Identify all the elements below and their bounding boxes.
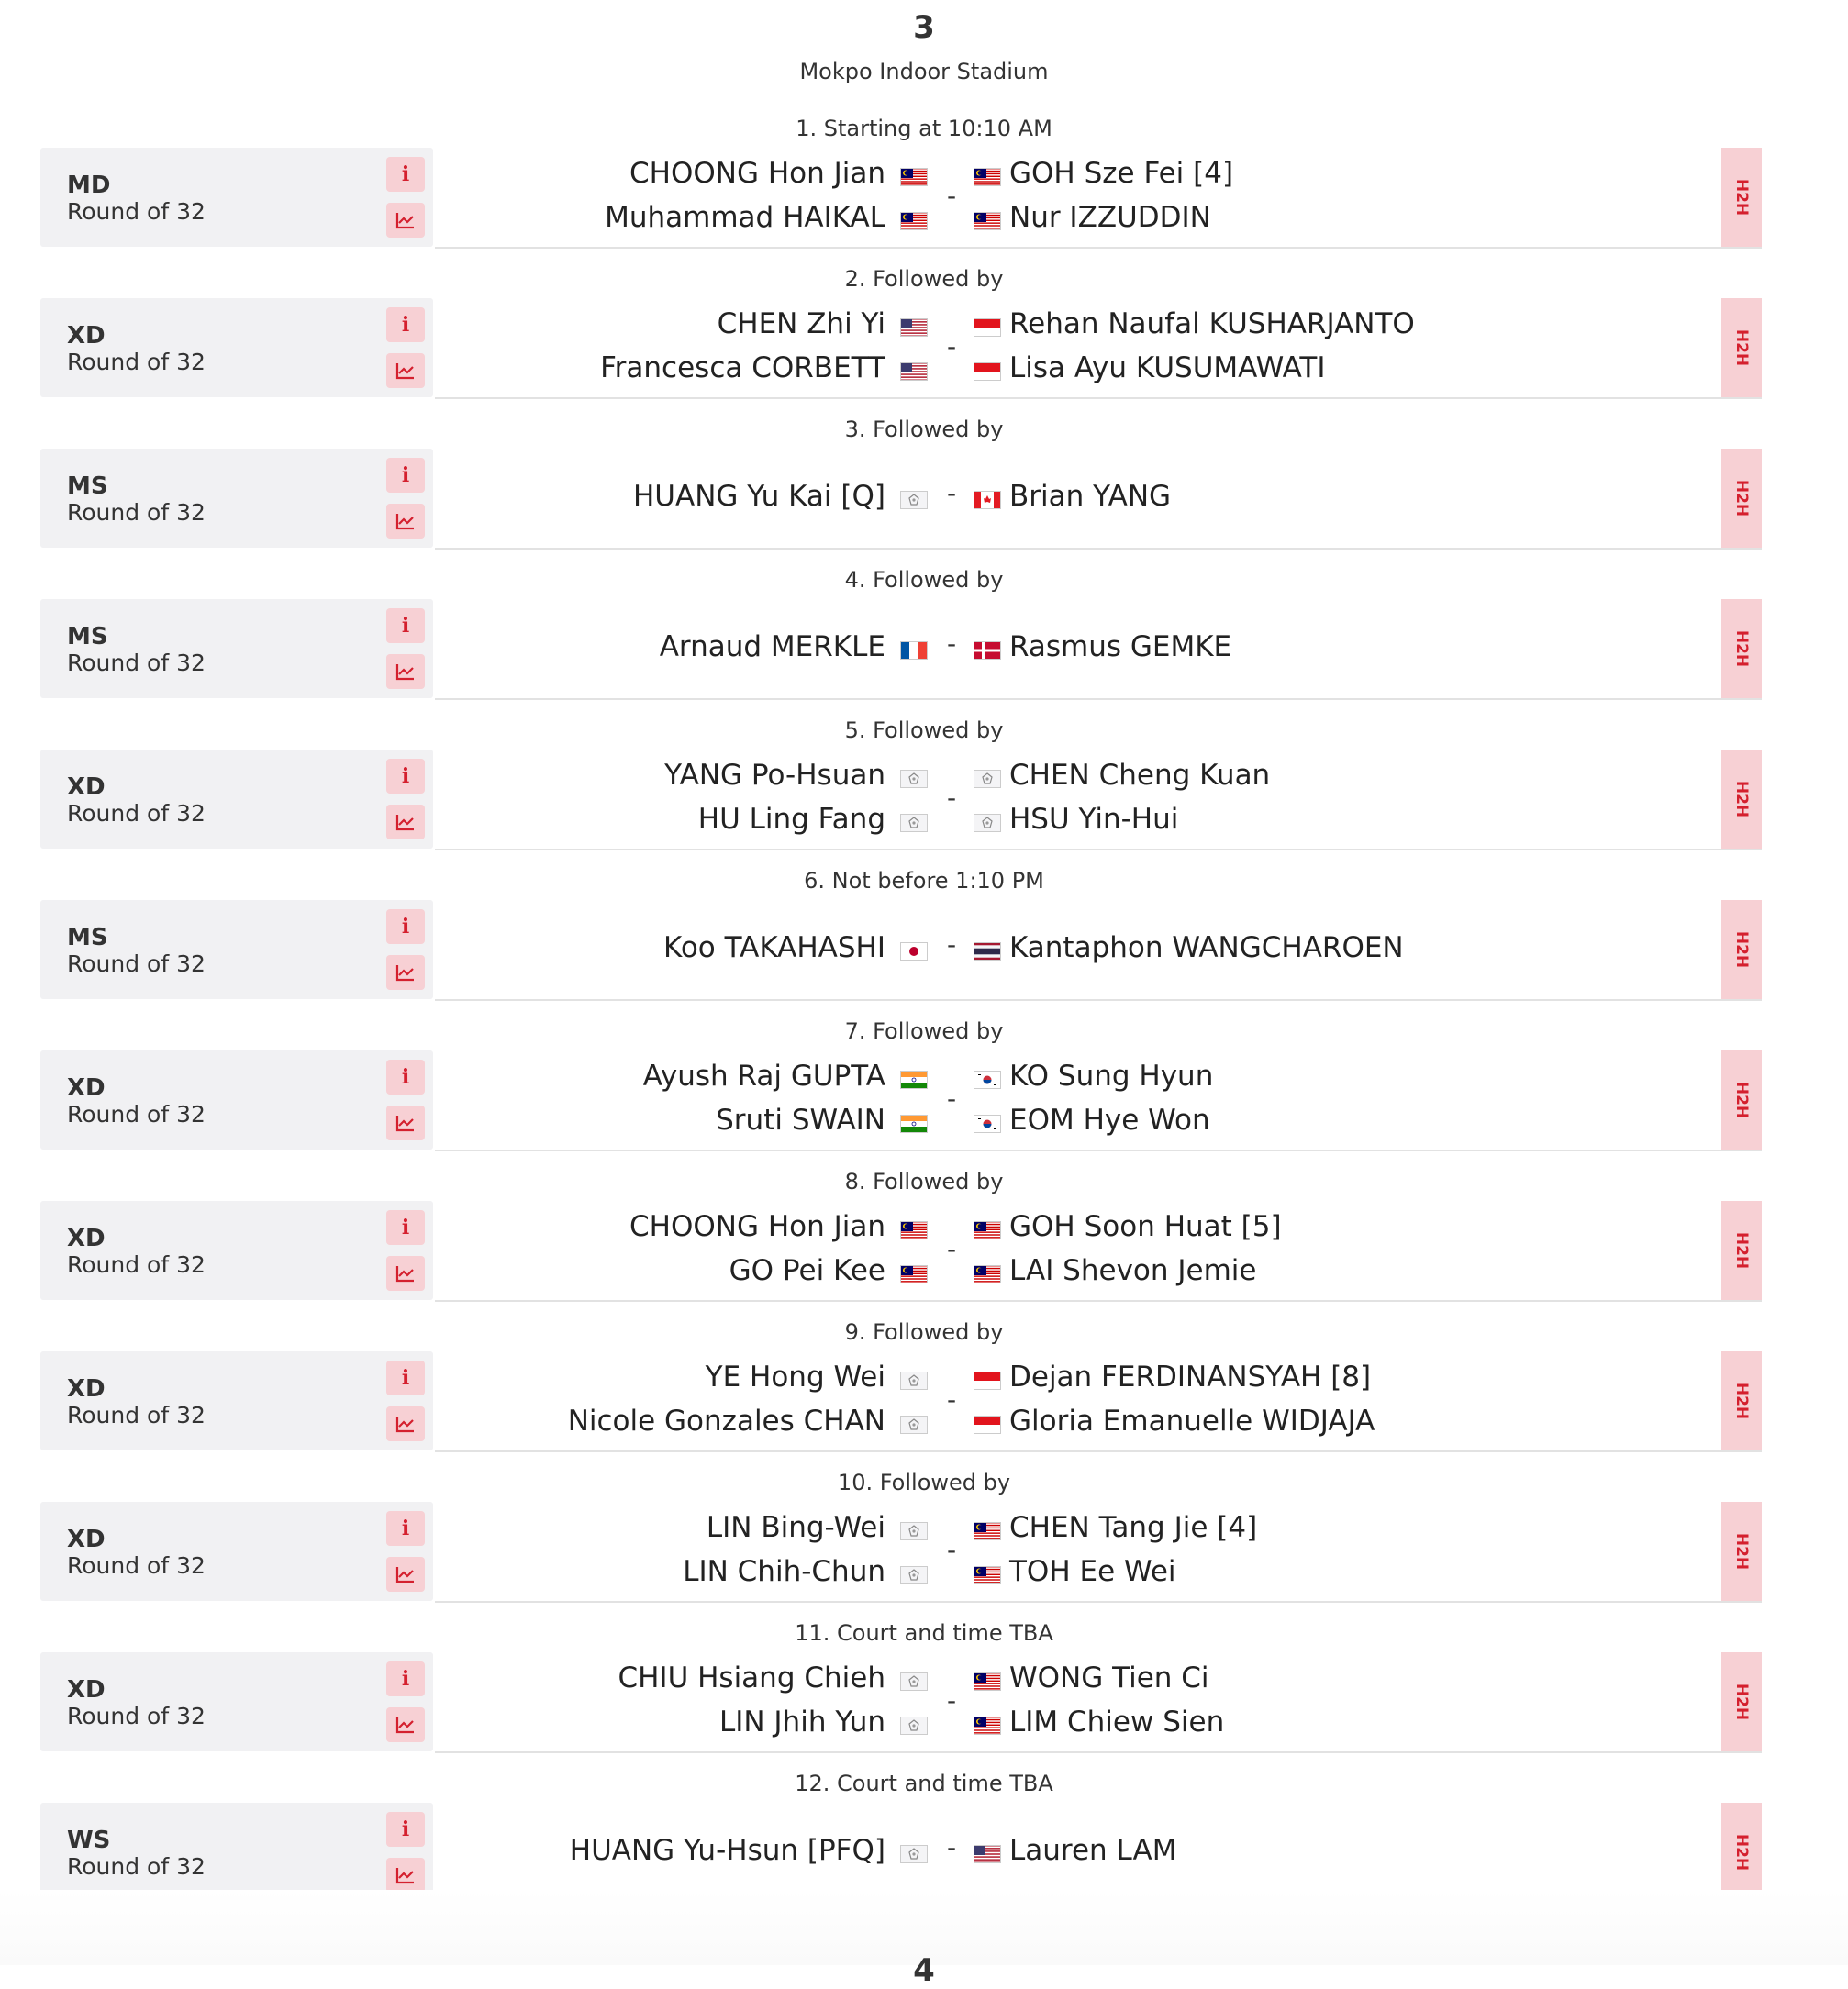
country-flag-icon <box>900 942 928 961</box>
player-name-right[interactable]: EOM Hye Won <box>1009 1104 1210 1137</box>
info-icon: i <box>401 1517 410 1540</box>
versus-separator: - <box>947 181 957 211</box>
country-flag-icon <box>974 1416 1001 1434</box>
country-flag-icon <box>900 362 928 381</box>
player-name-left[interactable]: Muhammad HAIKAL <box>605 201 885 234</box>
country-flag-icon <box>900 1115 928 1133</box>
match-info-panel <box>40 1502 433 1601</box>
match-players <box>435 148 1762 249</box>
h2h-button[interactable] <box>1721 1803 1762 1902</box>
match-info-panel <box>40 298 433 397</box>
round-label: Round of 32 <box>67 1402 206 1428</box>
h2h-button[interactable] <box>1721 750 1762 849</box>
player-name-right[interactable]: WONG Tien Ci <box>1009 1661 1209 1695</box>
stats-button[interactable] <box>386 353 425 388</box>
versus-separator: - <box>947 1832 957 1862</box>
player-name-left[interactable]: CHOONG Hon Jian <box>629 1210 885 1243</box>
round-label: Round of 32 <box>67 1703 206 1729</box>
round-label: Round of 32 <box>67 198 206 225</box>
match-players <box>435 1502 1762 1603</box>
country-flag-icon <box>900 318 928 337</box>
country-flag-icon <box>974 814 1001 832</box>
chart-icon <box>395 813 416 831</box>
h2h-label: H2H <box>1731 930 1751 969</box>
h2h-label: H2H <box>1731 629 1751 668</box>
match-players <box>435 750 1762 850</box>
chart-icon <box>395 361 416 380</box>
versus-separator: - <box>947 1384 957 1415</box>
player-name-left[interactable]: Nicole Gonzales CHAN <box>567 1405 885 1438</box>
match-info-panel <box>40 1351 433 1450</box>
chart-icon <box>395 1866 416 1884</box>
round-label: Round of 32 <box>67 1552 206 1579</box>
versus-separator: - <box>947 1083 957 1114</box>
country-flag-icon <box>974 1717 1001 1735</box>
match-slot-title: 10. Followed by <box>837 1470 1011 1495</box>
h2h-button[interactable] <box>1721 449 1762 548</box>
player-name-right[interactable]: HSU Yin-Hui <box>1009 803 1179 836</box>
stats-button[interactable] <box>386 955 425 990</box>
player-name-right[interactable]: Lauren LAM <box>1009 1834 1177 1867</box>
info-button[interactable] <box>386 1511 425 1546</box>
h2h-label: H2H <box>1731 1683 1751 1721</box>
country-flag-icon <box>900 1672 928 1691</box>
h2h-label: H2H <box>1731 178 1751 217</box>
info-button[interactable] <box>386 1060 425 1095</box>
country-flag-icon <box>900 814 928 832</box>
h2h-label: H2H <box>1731 1382 1751 1420</box>
match-info-panel <box>40 1050 433 1150</box>
player-name-left[interactable]: Koo TAKAHASHI <box>663 931 885 964</box>
chart-icon <box>395 1264 416 1283</box>
h2h-button[interactable] <box>1721 148 1762 247</box>
stats-button[interactable] <box>386 1106 425 1140</box>
player-name-right[interactable]: Lisa Ayu KUSUMAWATI <box>1009 351 1326 384</box>
country-flag-icon <box>974 1672 1001 1691</box>
info-icon: i <box>401 1366 410 1390</box>
info-button[interactable] <box>386 909 425 944</box>
match-info-panel <box>40 449 433 548</box>
match-info-panel <box>40 750 433 849</box>
match-slot-title: 5. Followed by <box>844 717 1004 743</box>
versus-separator: - <box>947 1535 957 1565</box>
info-icon: i <box>401 614 410 638</box>
round-label: Round of 32 <box>67 650 206 676</box>
info-button[interactable] <box>386 307 425 342</box>
round-label: Round of 32 <box>67 1101 206 1128</box>
match-row <box>40 1351 1798 1450</box>
player-name-left[interactable]: CHIU Hsiang Chieh <box>618 1661 885 1695</box>
h2h-label: H2H <box>1731 1081 1751 1119</box>
chart-icon <box>395 1114 416 1132</box>
next-court-number: 4 <box>913 1952 935 1989</box>
match-players <box>435 1652 1762 1753</box>
court-number: 3 <box>913 9 935 46</box>
player-name-left[interactable]: YANG Po-Hsuan <box>664 759 885 792</box>
stats-button[interactable] <box>386 1858 425 1893</box>
country-flag-icon <box>900 1221 928 1239</box>
match-slot-title: 3. Followed by <box>844 417 1004 442</box>
info-button[interactable] <box>386 1210 425 1245</box>
chart-icon <box>395 1415 416 1433</box>
match-row <box>40 900 1798 999</box>
match-row <box>40 1050 1798 1150</box>
match-players <box>435 1351 1762 1452</box>
h2h-button[interactable] <box>1721 900 1762 999</box>
chart-icon <box>395 662 416 681</box>
match-row <box>40 148 1798 247</box>
player-name-left[interactable]: LIN Jhih Yun <box>718 1706 885 1739</box>
round-label: Round of 32 <box>67 1853 206 1880</box>
chart-icon <box>395 963 416 982</box>
match-slot-title: 6. Not before 1:10 PM <box>804 868 1044 894</box>
player-name-left[interactable]: Ayush Raj GUPTA <box>642 1060 885 1093</box>
chart-icon <box>395 512 416 530</box>
country-flag-icon <box>974 770 1001 788</box>
country-flag-icon <box>974 1221 1001 1239</box>
player-name-right[interactable]: GOH Sze Fei [4] <box>1009 157 1234 190</box>
versus-separator: - <box>947 331 957 361</box>
stats-button[interactable] <box>386 654 425 689</box>
stats-button[interactable] <box>386 504 425 539</box>
country-flag-icon <box>900 212 928 230</box>
info-button[interactable] <box>386 608 425 643</box>
event-code: XD <box>67 773 106 801</box>
h2h-label: H2H <box>1731 1532 1751 1571</box>
info-icon: i <box>401 1667 410 1691</box>
versus-separator: - <box>947 628 957 659</box>
info-icon: i <box>401 915 410 939</box>
versus-separator: - <box>947 783 957 813</box>
round-label: Round of 32 <box>67 499 206 526</box>
country-flag-icon <box>974 1522 1001 1540</box>
country-flag-icon <box>974 1566 1001 1584</box>
player-name-right[interactable]: Dejan FERDINANSYAH [8] <box>1009 1361 1372 1394</box>
player-name-left[interactable]: HUANG Yu Kai [Q] <box>633 480 885 513</box>
player-name-right[interactable]: TOH Ee Wei <box>1009 1555 1176 1588</box>
country-flag-icon <box>974 1115 1001 1133</box>
match-players <box>435 599 1762 700</box>
info-button[interactable] <box>386 1812 425 1847</box>
player-name-right[interactable]: Rasmus GEMKE <box>1009 630 1232 663</box>
match-info-panel <box>40 1652 433 1751</box>
versus-separator: - <box>947 1685 957 1716</box>
country-flag-icon <box>974 1265 1001 1283</box>
court-venue: Mokpo Indoor Stadium <box>799 59 1049 84</box>
stats-button[interactable] <box>386 1557 425 1592</box>
country-flag-icon <box>974 1372 1001 1390</box>
event-code: MS <box>67 623 108 650</box>
match-row <box>40 449 1798 548</box>
chart-icon <box>395 1716 416 1734</box>
match-info-panel <box>40 900 433 999</box>
stats-button[interactable] <box>386 1256 425 1291</box>
match-row <box>40 750 1798 849</box>
event-code: MS <box>67 472 108 500</box>
player-name-right[interactable]: KO Sung Hyun <box>1009 1060 1214 1093</box>
event-code: XD <box>67 1526 106 1553</box>
info-icon: i <box>401 162 410 186</box>
versus-separator: - <box>947 1234 957 1264</box>
match-slot-title: 1. Starting at 10:10 AM <box>796 116 1052 141</box>
h2h-button[interactable] <box>1721 298 1762 397</box>
match-players <box>435 449 1762 550</box>
event-code: MD <box>67 172 111 199</box>
round-label: Round of 32 <box>67 1251 206 1278</box>
h2h-button[interactable] <box>1721 1050 1762 1150</box>
country-flag-icon <box>974 168 1001 186</box>
country-flag-icon <box>900 1071 928 1089</box>
h2h-button[interactable] <box>1721 1652 1762 1751</box>
h2h-label: H2H <box>1731 1231 1751 1270</box>
country-flag-icon <box>974 1071 1001 1089</box>
round-label: Round of 32 <box>67 349 206 375</box>
info-icon: i <box>401 463 410 487</box>
info-button[interactable] <box>386 1361 425 1395</box>
h2h-button[interactable] <box>1721 1201 1762 1300</box>
player-name-right[interactable]: Kantaphon WANGCHAROEN <box>1009 931 1404 964</box>
player-name-left[interactable]: YE Hong Wei <box>705 1361 885 1394</box>
match-players <box>435 900 1762 1001</box>
match-players <box>435 1803 1762 1904</box>
country-flag-icon <box>900 491 928 509</box>
match-slot-title: 11. Court and time TBA <box>795 1620 1053 1646</box>
country-flag-icon <box>900 168 928 186</box>
event-code: XD <box>67 1225 106 1252</box>
match-slot-title: 2. Followed by <box>844 266 1004 292</box>
info-button[interactable] <box>386 1661 425 1696</box>
player-name-right[interactable]: Rehan Naufal KUSHARJANTO <box>1009 307 1415 340</box>
h2h-button[interactable] <box>1721 1351 1762 1450</box>
player-name-right[interactable]: Nur IZZUDDIN <box>1009 201 1211 234</box>
info-button[interactable] <box>386 759 425 794</box>
round-label: Round of 32 <box>67 800 206 827</box>
info-button[interactable] <box>386 458 425 493</box>
country-flag-icon <box>900 1845 928 1863</box>
match-row <box>40 1803 1798 1902</box>
h2h-label: H2H <box>1731 1833 1751 1872</box>
h2h-label: H2H <box>1731 328 1751 367</box>
match-row <box>40 1502 1798 1601</box>
h2h-button[interactable] <box>1721 1502 1762 1601</box>
h2h-label: H2H <box>1731 479 1751 517</box>
match-slot-title: 4. Followed by <box>844 567 1004 593</box>
player-name-left[interactable]: Arnaud MERKLE <box>659 630 885 663</box>
chart-icon <box>395 1565 416 1583</box>
info-icon: i <box>401 1216 410 1239</box>
stats-button[interactable] <box>386 1406 425 1441</box>
country-flag-icon <box>900 770 928 788</box>
stats-button[interactable] <box>386 1707 425 1742</box>
match-slot-title: 12. Court and time TBA <box>795 1771 1053 1796</box>
event-code: WS <box>67 1827 111 1854</box>
h2h-label: H2H <box>1731 780 1751 818</box>
player-name-left[interactable]: LIN Chih-Chun <box>683 1555 885 1588</box>
stats-button[interactable] <box>386 203 425 238</box>
chart-icon <box>395 211 416 229</box>
match-info-panel <box>40 1201 433 1300</box>
match-players <box>435 1201 1762 1302</box>
country-flag-icon <box>974 1845 1001 1863</box>
player-name-right[interactable]: Gloria Emanuelle WIDJAJA <box>1009 1405 1375 1438</box>
country-flag-icon <box>974 641 1001 660</box>
player-name-left[interactable]: LIN Bing-Wei <box>706 1511 885 1544</box>
player-name-left[interactable]: HUANG Yu-Hsun [PFQ] <box>569 1834 885 1867</box>
stats-button[interactable] <box>386 805 425 839</box>
match-info-panel <box>40 148 433 247</box>
country-flag-icon <box>900 1522 928 1540</box>
player-name-left[interactable]: Sruti SWAIN <box>716 1104 885 1137</box>
match-row <box>40 1201 1798 1300</box>
match-row <box>40 1652 1798 1751</box>
country-flag-icon <box>974 318 1001 337</box>
country-flag-icon <box>900 1416 928 1434</box>
event-code: XD <box>67 1676 106 1704</box>
player-name-right[interactable]: CHEN Cheng Kuan <box>1009 759 1271 792</box>
player-name-left[interactable]: GO Pei Kee <box>729 1254 885 1287</box>
h2h-button[interactable] <box>1721 599 1762 698</box>
player-name-left[interactable]: CHEN Zhi Yi <box>717 307 885 340</box>
match-slot-title: 7. Followed by <box>844 1018 1004 1044</box>
match-row <box>40 298 1798 397</box>
info-icon: i <box>401 1817 410 1841</box>
player-name-right[interactable]: Brian YANG <box>1009 480 1172 513</box>
country-flag-icon <box>900 1265 928 1283</box>
info-button[interactable] <box>386 157 425 192</box>
player-name-right[interactable]: LIM Chiew Sien <box>1009 1706 1225 1739</box>
country-flag-icon <box>974 942 1001 961</box>
player-name-left[interactable]: Francesca CORBETT <box>600 351 885 384</box>
match-row <box>40 599 1798 698</box>
match-players <box>435 1050 1762 1151</box>
versus-separator: - <box>947 478 957 508</box>
event-code: XD <box>67 1074 106 1102</box>
event-code: MS <box>67 924 108 951</box>
match-slot-title: 8. Followed by <box>844 1169 1004 1195</box>
country-flag-icon <box>974 491 1001 509</box>
player-name-right[interactable]: CHEN Tang Jie [4] <box>1009 1511 1258 1544</box>
player-name-right[interactable]: LAI Shevon Jemie <box>1009 1254 1257 1287</box>
country-flag-icon <box>900 641 928 660</box>
country-flag-icon <box>900 1566 928 1584</box>
versus-separator: - <box>947 929 957 960</box>
match-slot-title: 9. Followed by <box>844 1319 1004 1345</box>
event-code: XD <box>67 1375 106 1403</box>
country-flag-icon <box>974 212 1001 230</box>
match-info-panel <box>40 599 433 698</box>
player-name-left[interactable]: CHOONG Hon Jian <box>629 157 885 190</box>
event-code: XD <box>67 322 106 350</box>
round-label: Round of 32 <box>67 950 206 977</box>
player-name-left[interactable]: HU Ling Fang <box>697 803 885 836</box>
player-name-right[interactable]: GOH Soon Huat [5] <box>1009 1210 1282 1243</box>
info-icon: i <box>401 313 410 337</box>
country-flag-icon <box>900 1372 928 1390</box>
match-players <box>435 298 1762 399</box>
info-icon: i <box>401 764 410 788</box>
info-icon: i <box>401 1065 410 1089</box>
country-flag-icon <box>974 362 1001 381</box>
country-flag-icon <box>900 1717 928 1735</box>
match-info-panel <box>40 1803 433 1902</box>
